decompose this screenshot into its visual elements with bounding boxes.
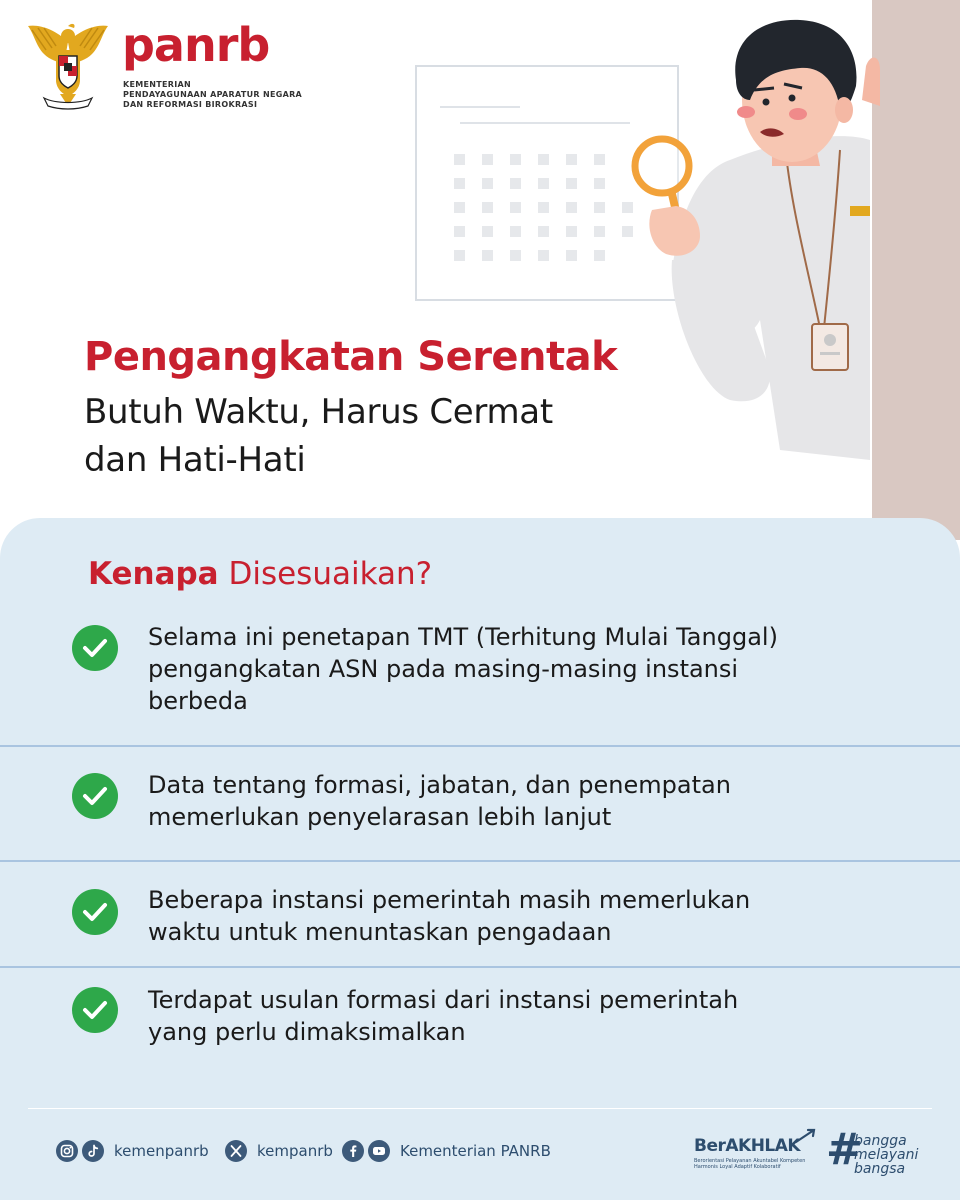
subtitle-line: Butuh Waktu, Harus Cermat: [84, 392, 553, 432]
footer-divider: [28, 1108, 932, 1109]
instagram-tiktok-handle[interactable]: kemenpanrb: [114, 1142, 209, 1160]
social-facebook-youtube[interactable]: [342, 1140, 551, 1162]
berakhlak-tagline-line: Berorientasi Pelayanan Akuntabel Kompeten: [694, 1158, 806, 1164]
bangga-line: bangsa: [854, 1161, 906, 1177]
divider: [0, 860, 960, 862]
facebook-youtube-name[interactable]: Kementerian PANRB: [400, 1142, 551, 1160]
facebook-icon[interactable]: [342, 1140, 364, 1162]
list-item-line: yang perlu dimaksimalkan: [148, 1018, 466, 1046]
list-item-text: [148, 621, 868, 717]
section-heading-bold: Kenapa: [88, 556, 219, 592]
berakhlak-tagline: [694, 1158, 805, 1170]
bangga-words: [854, 1134, 918, 1176]
list-item-line: berbeda: [148, 687, 248, 715]
x-twitter-icon[interactable]: [225, 1140, 247, 1162]
berakhlak-tagline-line: Harmonis Loyal Adaptif Kolaboratif: [694, 1164, 781, 1170]
list-item-line: Selama ini penetapan TMT (Terhitung Mulai Tanggal): [148, 623, 778, 651]
berakhlak-swoosh-icon: [794, 1128, 816, 1144]
list-item-line: waktu untuk menuntaskan pengadaan: [148, 918, 612, 946]
hashtag-icon: #: [826, 1124, 863, 1175]
ministry-line: PENDAYAGUNAAN APARATUR NEGARA: [123, 90, 303, 99]
header-logo: [26, 20, 306, 120]
garuda-emblem-icon: [26, 20, 110, 110]
background-wall: [872, 0, 960, 540]
check-circle-icon: [72, 625, 118, 671]
divider: [0, 966, 960, 968]
ministry-line: KEMENTERIAN: [123, 80, 192, 89]
instagram-icon[interactable]: [56, 1140, 78, 1162]
bangga-melayani-bangsa-logo: [826, 1124, 936, 1180]
subtitle-line: dan Hati-Hati: [84, 440, 306, 480]
list-item-line: Beberapa instansi pemerintah masih memerlukan: [148, 886, 751, 914]
check-circle-icon: [72, 889, 118, 935]
x-handle[interactable]: kempanrb: [257, 1142, 333, 1160]
check-circle-icon: [72, 773, 118, 819]
check-circle-icon: [72, 987, 118, 1033]
section-heading: [88, 556, 432, 592]
bangga-line: melayani: [854, 1147, 919, 1163]
tiktok-icon[interactable]: [82, 1140, 104, 1162]
ministry-name: [123, 80, 302, 110]
brand-name: panrb: [122, 18, 270, 72]
list-item-line: Data tentang formasi, jabatan, dan penempatan: [148, 771, 731, 799]
social-instagram-tiktok[interactable]: [56, 1140, 209, 1162]
list-item-line: pengangkatan ASN pada masing-masing instansi: [148, 655, 739, 683]
berakhlak-word: BerAKHLAK: [694, 1136, 801, 1156]
page-title: Pengangkatan Serentak: [84, 334, 618, 380]
section-heading-rest: Disesuaikan?: [218, 556, 433, 592]
social-x[interactable]: [225, 1140, 333, 1162]
list-item-line: memerlukan penyelarasan lebih lanjut: [148, 803, 612, 831]
bangga-line: bangga: [854, 1133, 907, 1149]
divider: [0, 745, 960, 747]
berakhlak-logo: [694, 1126, 816, 1176]
list-item-line: Terdapat usulan formasi dari instansi pemerintah: [148, 986, 739, 1014]
list-item-text: [148, 984, 868, 1048]
list-item-text: [148, 769, 868, 833]
list-item-text: [148, 884, 868, 948]
page-subtitle: [84, 388, 704, 484]
ministry-line: DAN REFORMASI BIROKRASI: [123, 100, 258, 109]
youtube-icon[interactable]: [368, 1140, 390, 1162]
